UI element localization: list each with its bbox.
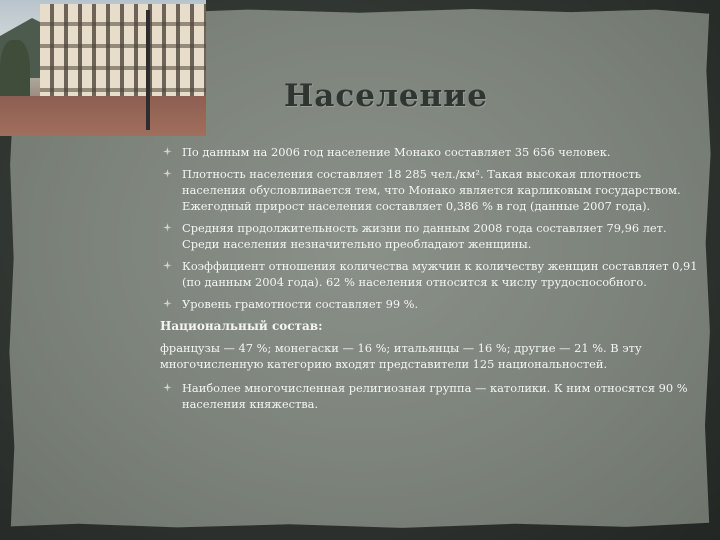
bullet-item <box>160 220 700 252</box>
bullet-item <box>160 296 700 312</box>
slide-content <box>160 144 700 418</box>
bullet-text: По данным на 2006 год население Монако составляет 35 656 человек. <box>182 145 611 159</box>
bullet-star-icon <box>163 223 172 232</box>
bullet-star-icon <box>163 299 172 308</box>
bullet-item <box>160 144 700 160</box>
bullet-item <box>160 380 700 412</box>
monaco-street-photo <box>0 0 206 136</box>
bullet-star-icon <box>163 169 172 178</box>
bullet-star-icon <box>163 383 172 392</box>
bullet-text: Плотность населения составляет 18 285 чел./км². Такая высокая плотность населения обусловливается тем, что Монако является карликовым государством. Ежегодный прирост населения составляет 0,386 % в год (данные 2007 года). <box>182 167 681 213</box>
bullet-star-icon <box>163 147 172 156</box>
bullet-text: Коэффициент отношения количества мужчин к количеству женщин составляет 0,91 (по данным 2004 года). 62 % населения относится к числу трудоспособного. <box>182 259 698 289</box>
bullet-item <box>160 166 700 214</box>
bullet-text: Средняя продолжительность жизни по данным 2008 года составляет 79,96 лет. Среди населения незначительно преобладают женщины. <box>182 221 667 251</box>
bullet-item <box>160 258 700 290</box>
lamp-post <box>146 10 150 130</box>
national-composition-text: французы — 47 %; монегаски — 16 %; итальянцы — 16 %; другие — 21 %. В эту многочисленную категорию входят представители 125 национальностей. <box>160 341 642 371</box>
bullet-text: Уровень грамотности составляет 99 %. <box>182 297 419 311</box>
national-composition-heading: Национальный состав: <box>160 319 323 333</box>
slide-title: Население <box>284 78 488 114</box>
bullet-text: Наиболее многочисленная религиозная группа — католики. К ним относятся 90 % населения княжества. <box>182 381 688 411</box>
bullet-star-icon <box>163 261 172 270</box>
building-facade <box>40 4 206 100</box>
street-ground <box>0 96 206 136</box>
